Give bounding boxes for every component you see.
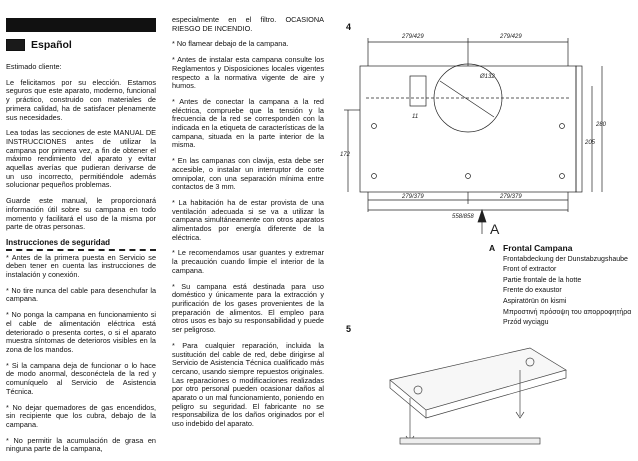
part-legend xyxy=(489,243,631,329)
dim-top-left: 279/429 xyxy=(402,34,424,40)
safety-item-13: * Le recomendamos usar guantes y extremar la precaución cuando limpie el interior de la campana. xyxy=(172,248,324,275)
safety-heading: Instrucciones de seguridad xyxy=(6,237,111,247)
safety-item-6: * No permitir la acumulación de grasa en ninguna parte de la campana, xyxy=(6,435,156,454)
figure-4-number: 4 xyxy=(346,22,352,32)
panel-outline xyxy=(360,66,576,192)
panel-perspective xyxy=(390,348,566,410)
language-marker-icon xyxy=(6,39,25,51)
dim-inner: 11 xyxy=(412,114,419,120)
arrow-label: A xyxy=(490,221,500,236)
manual-paragraph: Lea todas las secciones de este MANUAL DE INSTRUCCIONES antes de utilizar la campana por primera vez, a fin de obtener el máximo rendimiento del aparato y evitar aquellas averías que pudieran derivarse de un uso incorrecto, permitiéndole además solucionar pequeños problemas. xyxy=(6,128,156,190)
legend-item: Frontabdeckung der Dunstabzugshaube xyxy=(503,255,628,263)
arrow-a-icon xyxy=(478,210,486,222)
safety-item-9: * Antes de instalar esta campana consulte los Reglamentos y Disposiciones locales vigentes respecto a la normativa vigente de aire y humos. xyxy=(172,55,324,91)
keep-manual-paragraph: Guarde este manual, le proporcionará información útil sobre su campana en todo momento y facilitará el uso de la misma por parte de otras personas. xyxy=(6,196,156,232)
column-2 xyxy=(172,16,324,436)
safety-item-15: * Para cualquier reparación, incluida la sustitución del cable de red, debe dirigirse al Servicio de Asistencia Técnica cualificado más cercano, usando siempre repuestos originales. Las reparaciones o modificaciones realizadas por otro personal pueden ocasionar daños al aparato o un mal funcionamiento, poniendo en peligro su seguridad. El fabricante no se responsabiliza de los daños originados por el uso indebido del aparato. xyxy=(172,340,324,429)
safety-item-7: especialmente en el filtro. OCASIONA RIESGO DE INCENDIO. xyxy=(172,15,324,33)
safety-item-2: * No tire nunca del cable para desenchufar la campana. xyxy=(6,285,156,304)
figure-5-number: 5 xyxy=(346,324,352,334)
safety-item-5: * No dejar quemadores de gas encendidos, sin recipiente que los cubra, debajo de la campana. xyxy=(6,402,156,429)
safety-item-4: * Si la campana deja de funcionar o lo hace de modo anormal, desconéctela de la red y comuníquelo al Servicio de Asistencia Técnica. xyxy=(6,360,156,396)
legend-letter: A xyxy=(489,243,496,253)
greeting: Estimado cliente: xyxy=(6,62,62,71)
safety-item-3: * No ponga la campana en funcionamiento si el cable de alimentación eléctrica está deteriorado o presenta cortes, o si el aparato muestra síntomas de deterioros visibles en la zona de los mandos. xyxy=(6,310,156,354)
legend-item: Μπροστινή πρόσοψη του απορροφητήρα xyxy=(503,308,632,316)
language-header xyxy=(6,39,156,51)
intro-paragraph: Le felicitamos por su elección. Estamos seguros que este aparato, moderno, funcional y práctico, construido con materiales de primera calidad, ha de satisfacer plenamente sus necesidades. xyxy=(6,77,156,122)
column-1 xyxy=(6,0,156,461)
dim-left: 172 xyxy=(340,152,351,158)
dim-diameter: Ø132 xyxy=(480,74,495,80)
safety-item-8: * No flamear debajo de la campana. xyxy=(172,39,289,49)
dim-bottom-left: 279/379 xyxy=(402,194,424,200)
legend-title: Frontal Campana xyxy=(503,243,573,253)
legend-item: Front of extractor xyxy=(503,266,557,274)
dim-bottom-right: 279/379 xyxy=(500,194,522,200)
dim-top-right: 279/429 xyxy=(500,34,522,40)
safety-item-11: * En las campanas con clavija, esta debe ser accesible, o instalar un interruptor de corte omnipolar, con una separación mínima entre contactos de 3 mm. xyxy=(172,156,324,192)
dim-bottom-total: 558/858 xyxy=(452,214,474,220)
safety-item-12: * La habitación ha de estar provista de una ventilación adecuada si se va a utilizar la campana simultáneamente con otros aparatos alimentados por energía diferente de la eléctrica. xyxy=(172,197,324,242)
dim-right-a: 205 xyxy=(585,140,596,146)
arrow-down-icon xyxy=(406,398,414,442)
panel-flange xyxy=(576,66,582,192)
safety-item-10: * Antes de conectar la campana a la red eléctrica, compruebe que la tensión y la frecuencia de la red se corresponden con la indicada en la etiqueta de características de la campana, situada en la parte interior de la misma. xyxy=(172,96,324,150)
safety-item-1: * Antes de la primera puesta en Servicio se deben tener en cuenta las instrucciones de instalación y conexión. xyxy=(6,252,156,280)
inner-slot xyxy=(410,76,426,106)
legend-item: Frente do exaustor xyxy=(503,287,562,295)
figure-5-drawing xyxy=(380,340,570,450)
mount-bracket xyxy=(400,438,540,444)
legend-header xyxy=(489,243,631,254)
legend-item: Przód wyciągu xyxy=(503,319,549,327)
heading-divider xyxy=(6,249,156,251)
language-title: Español xyxy=(31,38,72,51)
legend-item: Partie frontale de la hotte xyxy=(503,276,582,284)
header-bar xyxy=(6,18,156,32)
safety-item-14: * Su campana está destinada para uso doméstico y únicamente para la extracción y purificación de los gases provenientes de la preparación de alimentos. El empleo para otros usos es bajo su responsabilidad y puede ser peligroso. xyxy=(172,281,324,335)
figure-4-drawing xyxy=(340,26,610,236)
dim-right-b: 280 xyxy=(596,122,607,128)
legend-item: Aspiratörün ön kismi xyxy=(503,297,567,305)
